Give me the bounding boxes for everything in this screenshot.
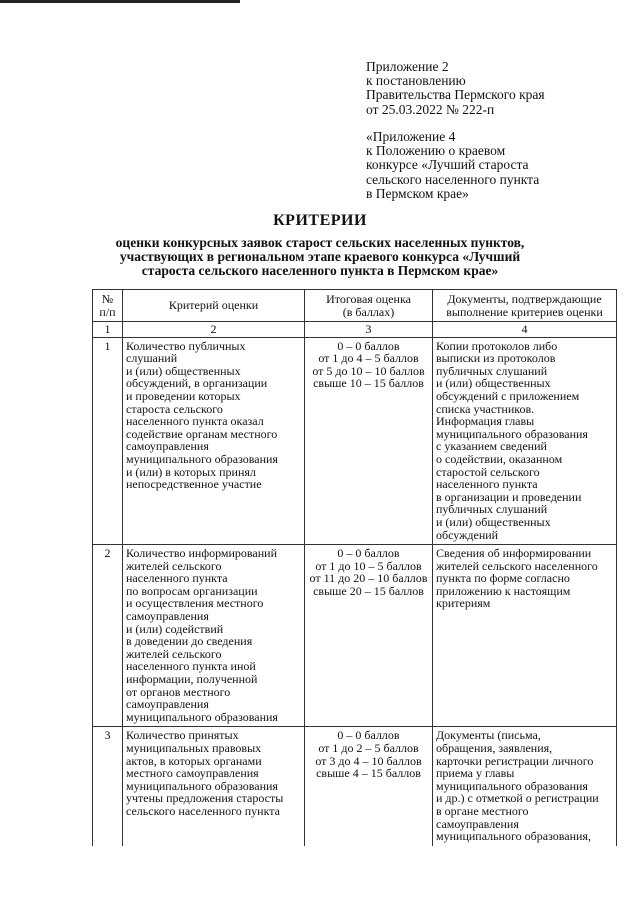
- documents-line: Документы (письма,: [436, 728, 541, 743]
- criterion-line: Количество публичных: [126, 338, 246, 353]
- criterion-line: и (или) общественных: [126, 363, 241, 378]
- documents-cell: [433, 727, 617, 846]
- criterion-line: слушаний: [126, 351, 178, 366]
- appendix-4-line: к Положению о краевом: [366, 143, 506, 159]
- documents-line: и (или) общественных: [436, 376, 551, 391]
- criterion-line: и (или) содействий: [126, 621, 224, 636]
- documents-line: муниципального образования: [436, 426, 588, 441]
- criteria-table: [92, 289, 617, 846]
- documents-line: обсуждений с приложением: [436, 388, 580, 403]
- documents-cell: [433, 337, 617, 545]
- criterion-line: населенного пункта иной: [126, 659, 256, 674]
- criterion-line: муниципального образования: [126, 709, 278, 724]
- documents-line: самоуправления: [436, 816, 519, 831]
- score-line: от 1 до 4 – 5 баллов: [318, 351, 419, 366]
- score-line: свыше 4 – 15 баллов: [316, 766, 421, 781]
- criterion-line: учтены предложения старосты: [126, 791, 284, 806]
- subtitle-line: участвующих в региональном этапе краевого конкурса «Лучший: [119, 249, 521, 264]
- appendix-4-line: сельского населенного пункта: [366, 171, 540, 187]
- column-number-row: [93, 322, 617, 338]
- criterion-line: актов, в которых органами: [126, 753, 262, 768]
- documents-line: приема у главы: [436, 766, 515, 781]
- documents-line: карточки регистрации личного: [436, 753, 594, 768]
- score-line: от 1 до 10 – 5 баллов: [315, 558, 422, 573]
- documents-line: и (или) общественных: [436, 514, 551, 529]
- documents-line: пункта по форме согласно: [436, 571, 570, 586]
- appendix-2-line: к постановлению: [366, 73, 466, 89]
- documents-line: публичных слушаний: [436, 502, 548, 517]
- header-number: [93, 290, 123, 322]
- criterion-line: и проведении которых: [126, 388, 241, 403]
- criterion-line: местного самоуправления: [126, 766, 259, 781]
- table-row: [93, 545, 617, 727]
- header-score: [305, 290, 433, 322]
- criterion-line: староста сельского: [126, 401, 223, 416]
- header-line: Документы, подтверждающие: [447, 291, 602, 306]
- subtitle-line: оценки конкурсных заявок старост сельских населенных пунктов,: [115, 235, 525, 250]
- documents-line: обсуждений: [436, 527, 499, 542]
- appendix-4-line: «Приложение 4: [366, 129, 456, 144]
- criterion-line: от органов местного: [126, 684, 231, 699]
- score-cell: [305, 545, 433, 727]
- document-subtitle: [0, 236, 640, 278]
- documents-line: муниципального образования: [436, 778, 588, 793]
- row-number: 1: [93, 337, 123, 545]
- row-number: 2: [93, 545, 123, 727]
- criterion-cell: [123, 545, 305, 727]
- criterion-line: населенного пункта: [126, 571, 228, 586]
- criterion-line: непосредственное участие: [126, 477, 262, 492]
- score-line: от 5 до 10 – 10 баллов: [312, 363, 425, 378]
- criterion-line: Количество информирований: [126, 546, 278, 561]
- header-criterion: [123, 290, 305, 322]
- criterion-line: самоуправления: [126, 697, 209, 712]
- criterion-line: в доведении до сведения: [126, 634, 253, 649]
- documents-line: и др.) с отметкой о регистрации: [436, 791, 599, 806]
- score-cell: [305, 727, 433, 846]
- row-number: 3: [93, 727, 123, 846]
- documents-line: жителей сельского населенного: [436, 558, 598, 573]
- subtitle-line: староста сельского населенного пункта в Пермском крае»: [141, 263, 499, 278]
- documents-line: старостой сельского: [436, 464, 540, 479]
- top-rule: [0, 0, 240, 3]
- documents-line: выписки из протоколов: [436, 351, 556, 366]
- score-line: свыше 20 – 15 баллов: [313, 583, 424, 598]
- appendix-4-line: в Пермском крае»: [366, 185, 469, 201]
- appendix-4-block: [366, 130, 616, 201]
- appendix-2-block: [366, 60, 616, 117]
- score-line: от 11 до 20 – 10 баллов: [309, 571, 428, 586]
- table-row: [93, 727, 617, 846]
- score-line: от 3 до 4 – 10 баллов: [315, 753, 422, 768]
- criterion-line: обсуждений, в организации: [126, 376, 268, 391]
- criterion-line: самоуправления: [126, 609, 209, 624]
- criterion-line: самоуправления: [126, 439, 209, 454]
- appendix-2-line: Правительства Пермского края: [366, 87, 545, 103]
- documents-line: обращения, заявления,: [436, 741, 553, 755]
- criterion-line: муниципального образования: [126, 451, 278, 466]
- criterion-line: сельского населенного пункта: [126, 803, 280, 818]
- column-number: 4: [433, 322, 617, 338]
- criterion-line: муниципального образования: [126, 778, 278, 793]
- header-line: Критерий оценки: [168, 298, 259, 313]
- criterion-line: содействие органам местного: [126, 426, 278, 441]
- header-documents: [433, 290, 617, 322]
- column-number: 2: [123, 322, 305, 338]
- criterion-line: жителей сельского: [126, 646, 222, 661]
- criterion-line: жителей сельского: [126, 558, 222, 573]
- documents-line: Информация главы: [436, 414, 535, 429]
- score-cell: [305, 337, 433, 545]
- documents-line: с указанием сведений: [436, 439, 547, 454]
- score-line: 0 – 0 баллов: [337, 728, 400, 743]
- documents-line: Копии протоколов либо: [436, 338, 558, 353]
- documents-line: о содействии, оказанном: [436, 451, 563, 466]
- documents-line: приложению к настоящим: [436, 583, 571, 598]
- criterion-line: населенного пункта оказал: [126, 414, 264, 429]
- criterion-line: и (или) в которых принял: [126, 464, 256, 479]
- score-line: 0 – 0 баллов: [337, 338, 400, 353]
- documents-line: публичных слушаний: [436, 363, 548, 378]
- documents-line: в органе местного: [436, 803, 529, 818]
- documents-line: критериям: [436, 596, 491, 611]
- score-line: свыше 10 – 15 баллов: [313, 376, 424, 391]
- documents-cell: [433, 545, 617, 727]
- header-line: (в баллах): [342, 304, 395, 319]
- criterion-line: муниципальных правовых: [126, 741, 262, 755]
- criterion-cell: [123, 727, 305, 846]
- appendix-4-line: конкурсе «Лучший староста: [366, 157, 529, 173]
- table-row: [93, 337, 617, 545]
- document-title: КРИТЕРИИ: [273, 212, 367, 229]
- column-number: 1: [93, 322, 123, 338]
- documents-line: населенного пункта: [436, 477, 538, 492]
- header-line: Итоговая оценка: [326, 291, 411, 306]
- score-line: от 1 до 2 – 5 баллов: [318, 741, 419, 755]
- criterion-line: по вопросам организации: [126, 583, 258, 598]
- column-number: 3: [305, 322, 433, 338]
- header-line: п/п: [99, 304, 116, 319]
- criterion-line: и осуществления местного: [126, 596, 264, 611]
- criterion-line: информации, полученной: [126, 672, 258, 687]
- criterion-line: Количество принятых: [126, 728, 239, 743]
- score-line: 0 – 0 баллов: [337, 546, 400, 561]
- criterion-cell: [123, 337, 305, 545]
- documents-line: муниципального образования,: [436, 829, 591, 844]
- documents-line: в организации и проведении: [436, 489, 582, 504]
- header-line: №: [101, 291, 114, 306]
- table-header-row: [93, 290, 617, 322]
- documents-line: списка участников.: [436, 401, 535, 416]
- appendix-2-line: от 25.03.2022 № 222-п: [366, 101, 495, 117]
- documents-line: Сведения об информировании: [436, 546, 592, 561]
- header-line: выполнение критериев оценки: [446, 304, 603, 319]
- appendix-2-line: Приложение 2: [366, 59, 449, 74]
